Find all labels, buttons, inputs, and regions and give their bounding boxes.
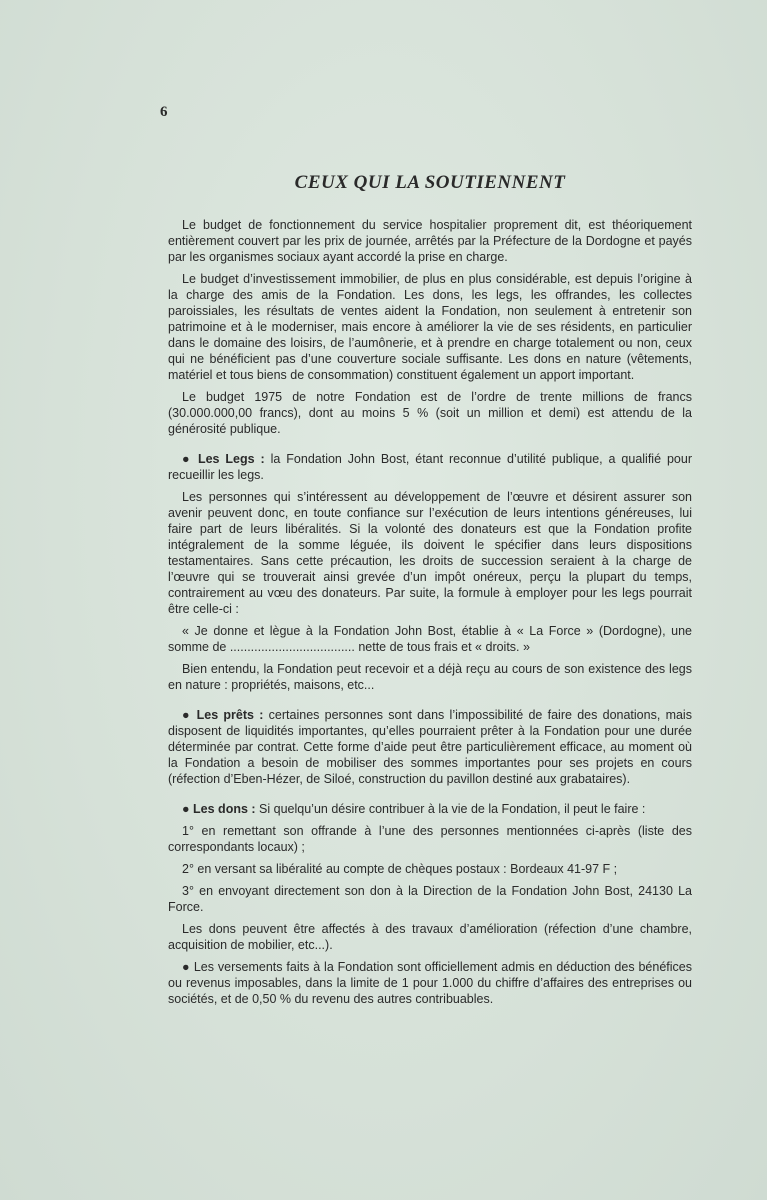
- paragraph-legs-details: Les personnes qui s’intéressent au développement de l’œuvre et désirent assurer son avenir peuvent donc, en toute confiance sur l’exécution de leurs intentions généreuses, lui faire part de leurs libéralités. Si la volonté des donateurs est que la Fondation profite intégralement de la somme léguée, ils doivent le spécifier dans leurs dispositions testamentaires. Sans cette précaution, les droits de succession seraient à la charge de l’œuvre qui se trouverait ainsi grevée d’un impôt onéreux, perçu la plupart du temps, contrairement au vœu des donateurs. Par suite, la formule à employer pour les legs pourrait être celle-ci :: [168, 490, 692, 616]
- list-item-offrande: 1° en remettant son offrande à l’une des personnes mentionnées ci-après (liste des correspondants locaux) ;: [168, 824, 692, 854]
- bullet-icon: ●: [182, 708, 192, 722]
- paragraph-dons-affectes: Les dons peuvent être affectés à des travaux d’amélioration (réfection d’une chambre, acquisition de mobilier, etc...).: [168, 922, 692, 952]
- paragraph-legs-nature: Bien entendu, la Fondation peut recevoir et a déjà reçu au cours de son existence des legs en nature : propriétés, maisons, etc...: [168, 662, 692, 692]
- paragraph-budget-1975: Le budget 1975 de notre Fondation est de l’ordre de trente millions de francs (30.000.000,00 francs), dont au moins 5 % (soit un million et demi) est attendu de la générosité publique.: [168, 390, 692, 436]
- legs-text: la Fondation John Bost, étant reconnue d’utilité publique, a qualifié pour recueillir les legs.: [168, 452, 692, 482]
- versements-text: Les versements faits à la Fondation sont officiellement admis en déduction des bénéfices ou revenus imposables, dans la limite de 1 pour 1.000 du chiffre d’affaires des entreprises ou sociétés, et de 0,50 % du revenu des autres contribuables.: [168, 960, 692, 1006]
- paragraph-legs-formule: « Je donne et lègue à la Fondation John Bost, établie à « La Force » (Dordogne), une somme de .................................... nette de tous frais et « droits. »: [168, 624, 692, 654]
- paragraph-legs: [168, 451, 692, 483]
- list-item-cheques-postaux: 2° en versant sa libéralité au compte de chèques postaux : Bordeaux 41-97 F ;: [182, 862, 618, 876]
- paragraph-dons: [168, 801, 692, 817]
- paragraph-investissement: Le budget d’investissement immobilier, de plus en plus considérable, est depuis l’origine à la charge des amis de la Fondation. Les dons, les legs, les offrandes, les collectes paroissiales, les résultats de ventes aident la Fondation, non seulement à entretenir son patrimoine et à le moderniser, mais encore à améliorer la vie de ses résidents, en particulier dans le domaine des loisirs, de l’aumônerie, et à prendre en charge totalement ou non, ceux qui ne bénéficient pas d’une couverture sociale suffisante. Les dons en nature (vêtements, matériel et tous biens de consommation) constituent également un apport important.: [168, 272, 692, 382]
- prets-text: certaines personnes sont dans l’impossibilité de faire des donations, mais disposent de liquidités importantes, qu’elles pourraient prêter à la Fondation pour une durée déterminée par contrat. Cette forme d’aide peut être particulièrement efficace, au moment où la Fondation a besoin de mobiliser des sommes importantes pour ses projets en cours (réfection d’Eben-Hézer, de Siloé, construction du pavillon destiné aux grabataires).: [168, 708, 692, 786]
- paragraph-versements: [168, 959, 692, 1007]
- prets-heading: Les prêts :: [196, 708, 264, 722]
- dons-heading: Les dons :: [193, 802, 256, 816]
- page-title: CEUX QUI LA SOUTIENNENT: [294, 172, 566, 193]
- document-body: [168, 217, 692, 1013]
- bullet-icon: ●: [182, 960, 190, 974]
- page-number: 6: [160, 104, 168, 120]
- bullet-icon: ●: [182, 452, 193, 466]
- paragraph-prets: [168, 707, 692, 787]
- legs-heading: Les Legs :: [197, 452, 265, 466]
- list-item-direction: 3° en envoyant directement son don à la Direction de la Fondation John Bost, 24130 La Force.: [168, 884, 692, 914]
- dons-text: Si quelqu’un désire contribuer à la vie de la Fondation, il peut le faire :: [259, 802, 646, 816]
- bullet-icon: ●: [182, 802, 190, 816]
- paragraph-fonctionnement: Le budget de fonctionnement du service hospitalier proprement dit, est théoriquement entièrement couvert par les prix de journée, arrêtés par la Préfecture de la Dordogne et payés par les organismes sociaux ayant accordé la prise en charge.: [168, 218, 692, 264]
